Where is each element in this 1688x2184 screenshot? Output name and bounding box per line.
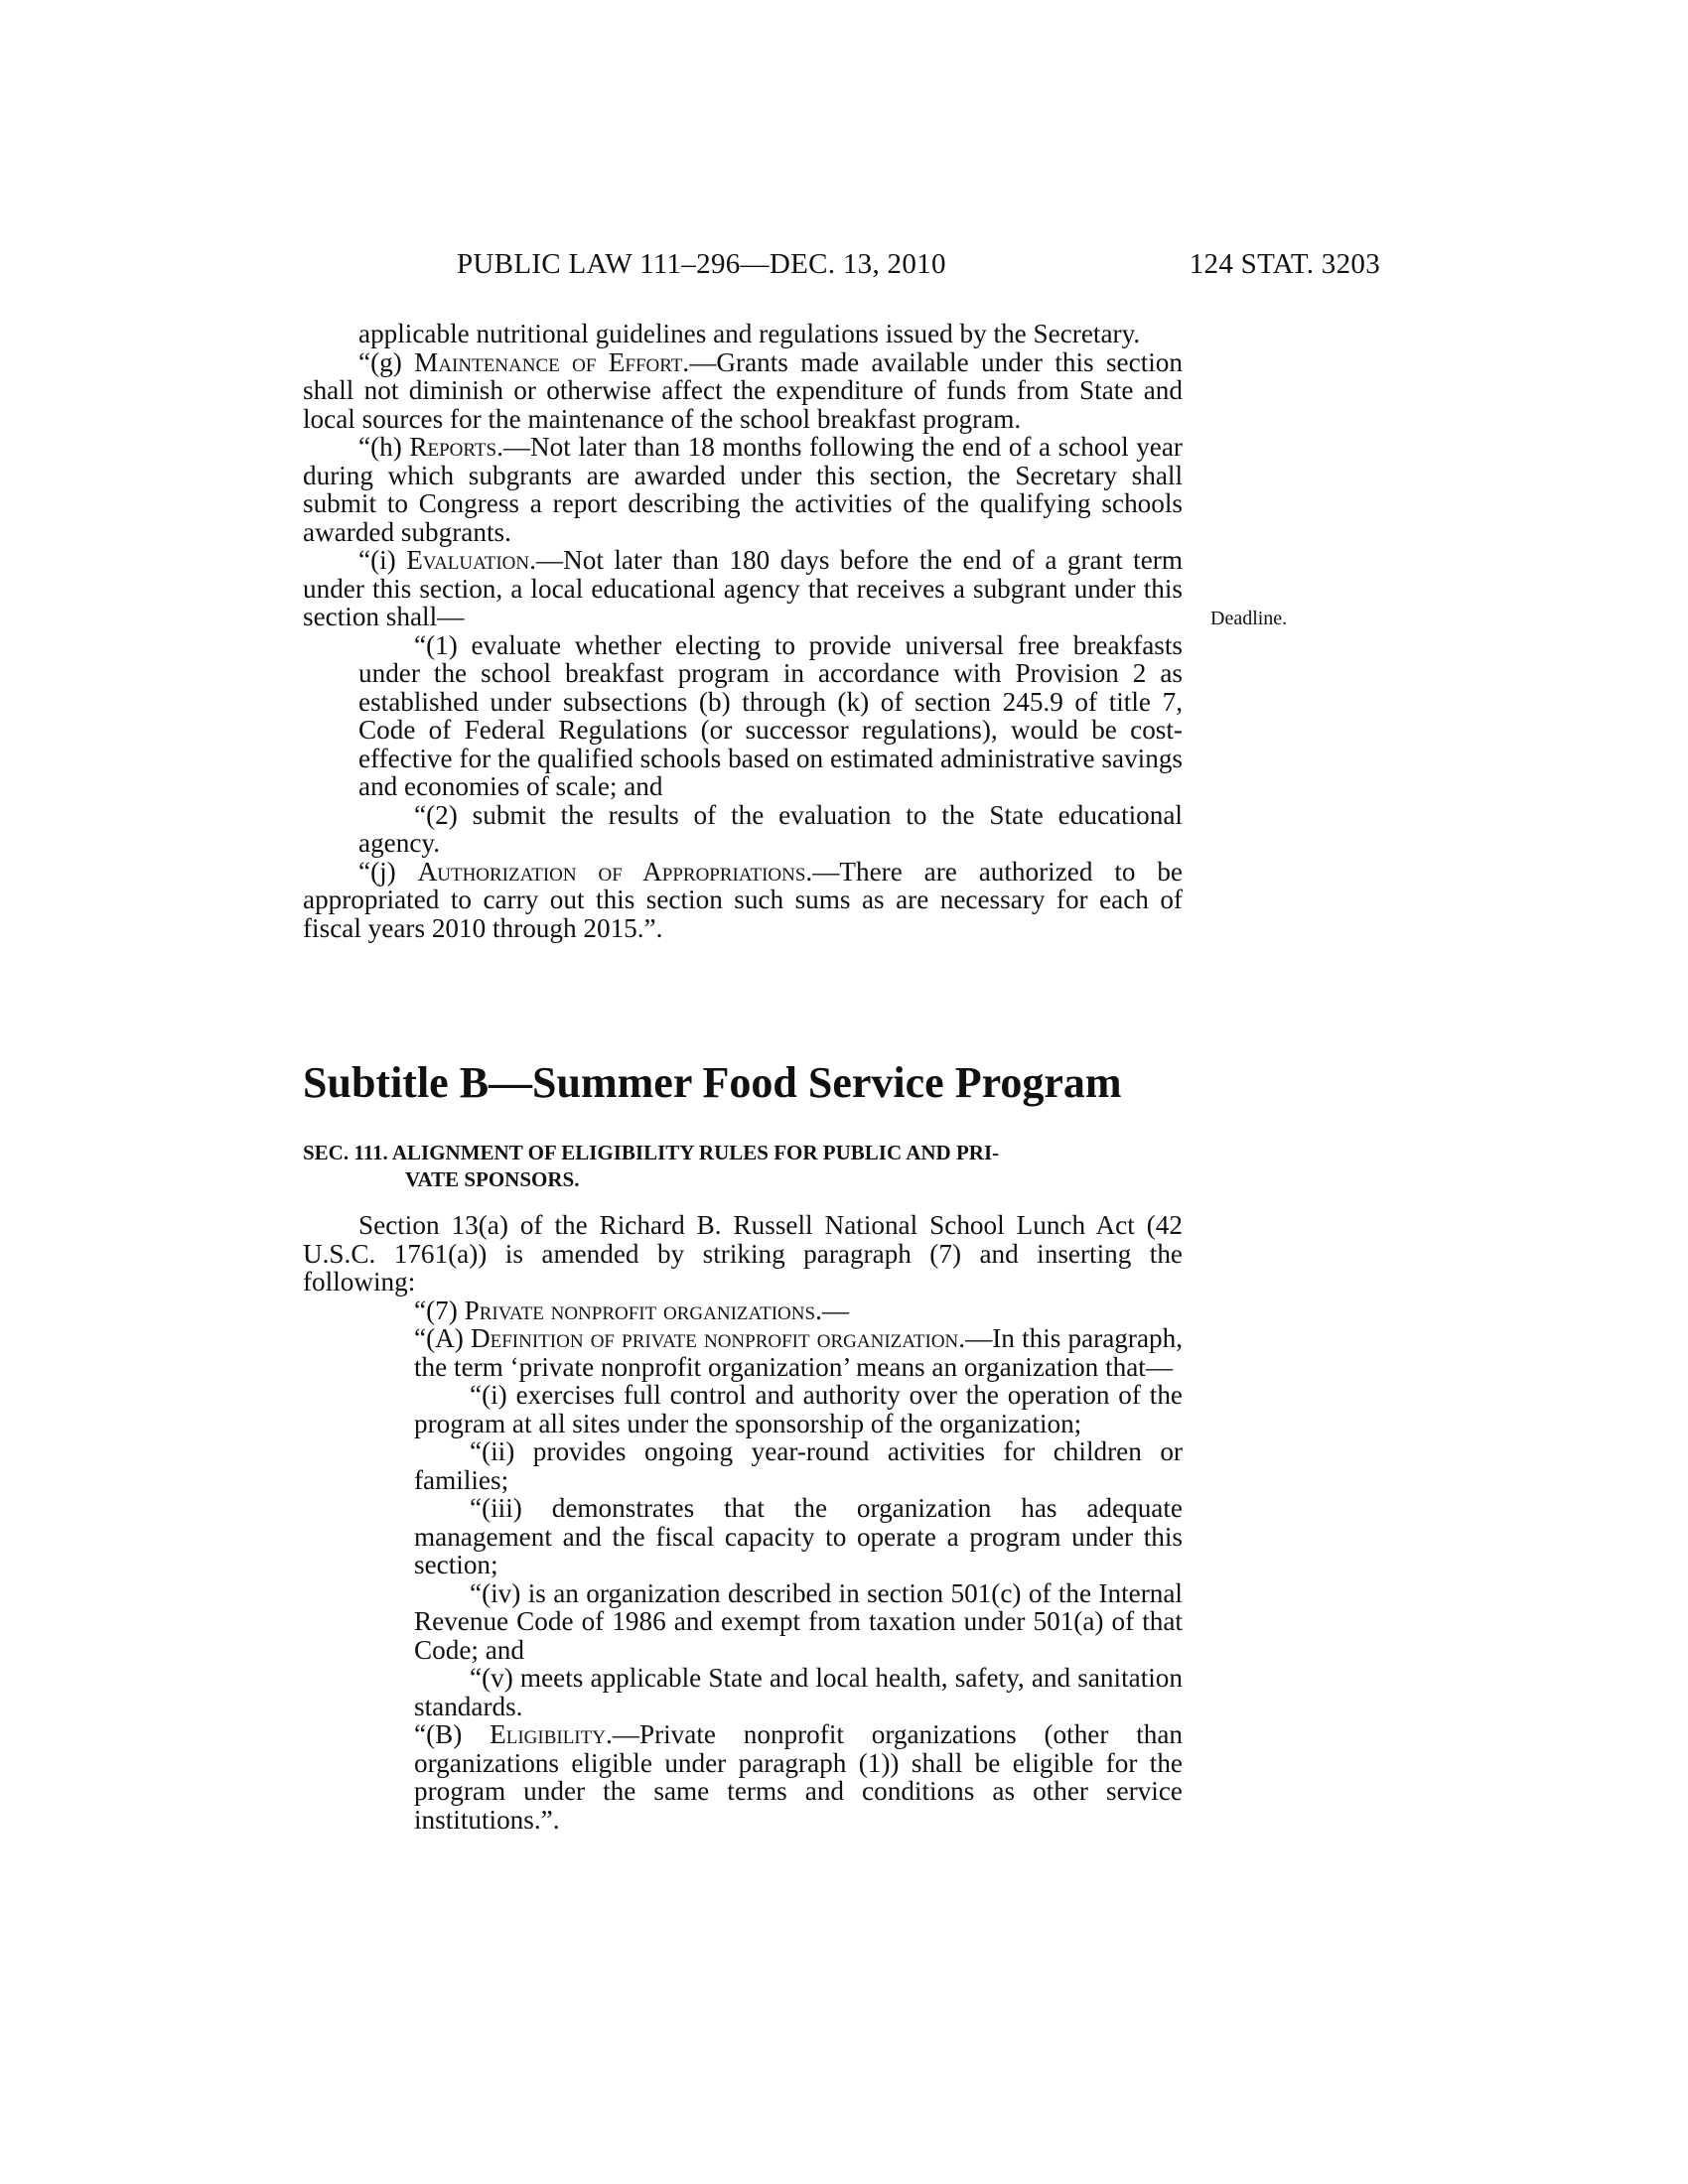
section-heading-line2: VATE SPONSORS. [405, 1167, 580, 1191]
subtitle-heading: Subtitle B—Summer Food Service Program [303, 1058, 1122, 1107]
page-header [457, 248, 1380, 288]
section-body-text [303, 1211, 1183, 1834]
clause-ii: “(ii) provides ongoing year-round activities for children or families; [414, 1436, 1183, 1495]
paragraph-j: “(j) Authorization of Appropriations.—There are authorized to be appropriated to carry out this section such sums as are necessary for each of fiscal years 2010 through 2015.”. [303, 856, 1184, 943]
header-stat-page: 124 STAT. 3203 [1189, 248, 1380, 280]
clause-v: “(v) meets applicable State and local health, safety, and sanitation standards. [414, 1663, 1183, 1721]
clause-i: “(i) exercises full control and authority over the operation of the program at all sites under the sponsorship of the organization; [414, 1380, 1183, 1438]
header-citation: PUBLIC LAW 111–296—DEC. 13, 2010 [457, 248, 946, 280]
clause-iii: “(iii) demonstrates that the organization has adequate management and the fiscal capacity to operate a program under this section; [414, 1493, 1183, 1579]
margin-note-deadline: Deadline. [1210, 608, 1288, 629]
subparagraph-A: “(A) Definition of private nonprofit organization.—In this paragraph, the term ‘private nonprofit organization’ means an organization that— [414, 1323, 1183, 1382]
paragraph-i-1: “(1) evaluate whether electing to provide universal free breakfasts under the school breakfast program in accordance with Provision 2 as established under subsections (b) through (k) of section 245.9 of title 7, Code of Federal Regulations (or successor regulations), would be cost-effective for the qualified schools based on estimated administrative savings and economies of scale; and [358, 629, 1183, 801]
top-body-text [303, 320, 1183, 942]
paragraph-h: “(h) Reports.—Not later than 18 months following the end of a school year during which subgrants are awarded under this section, the Secretary shall submit to Congress a report describing the activities of the qualifying schools awarded subgrants. [303, 432, 1183, 547]
paragraph-continuation: applicable nutritional guidelines and regulations issued by the Secretary. [358, 319, 1141, 348]
section-heading [303, 1140, 1183, 1193]
section-intro: Section 13(a) of the Richard B. Russell National School Lunch Act (42 U.S.C. 1761(a)) is amended by striking paragraph (7) and inserting the following: [303, 1210, 1183, 1297]
clause-iv: “(iv) is an organization described in section 501(c) of the Internal Revenue Code of 1986 and exempt from taxation under 501(a) of that Code; and [414, 1577, 1183, 1665]
paragraph-i: “(i) Evaluation.—Not later than 180 days before the end of a grant term under this section, a local educational agency that receives a subgrant under this section shall— [303, 545, 1184, 631]
paragraph-g: “(g) Maintenance of Effort.—Grants made available under this section shall not diminish or otherwise affect the expenditure of funds from State and local sources for the maintenance of the school breakfast program. [303, 346, 1183, 434]
paragraph-7: “(7) Private nonprofit organizations.— [414, 1295, 850, 1325]
section-heading-line1: SEC. 111. ALIGNMENT OF ELIGIBILITY RULES FOR PUBLIC AND PRI- [303, 1141, 1000, 1164]
paragraph-i-2: “(2) submit the results of the evaluation to the State educational agency. [358, 799, 1183, 858]
subparagraph-B: “(B) Eligibility.—Private nonprofit organizations (other than organizations eligible under paragraph (1)) shall be eligible for the program under the same terms and conditions as other service institutions.”. [414, 1719, 1184, 1835]
